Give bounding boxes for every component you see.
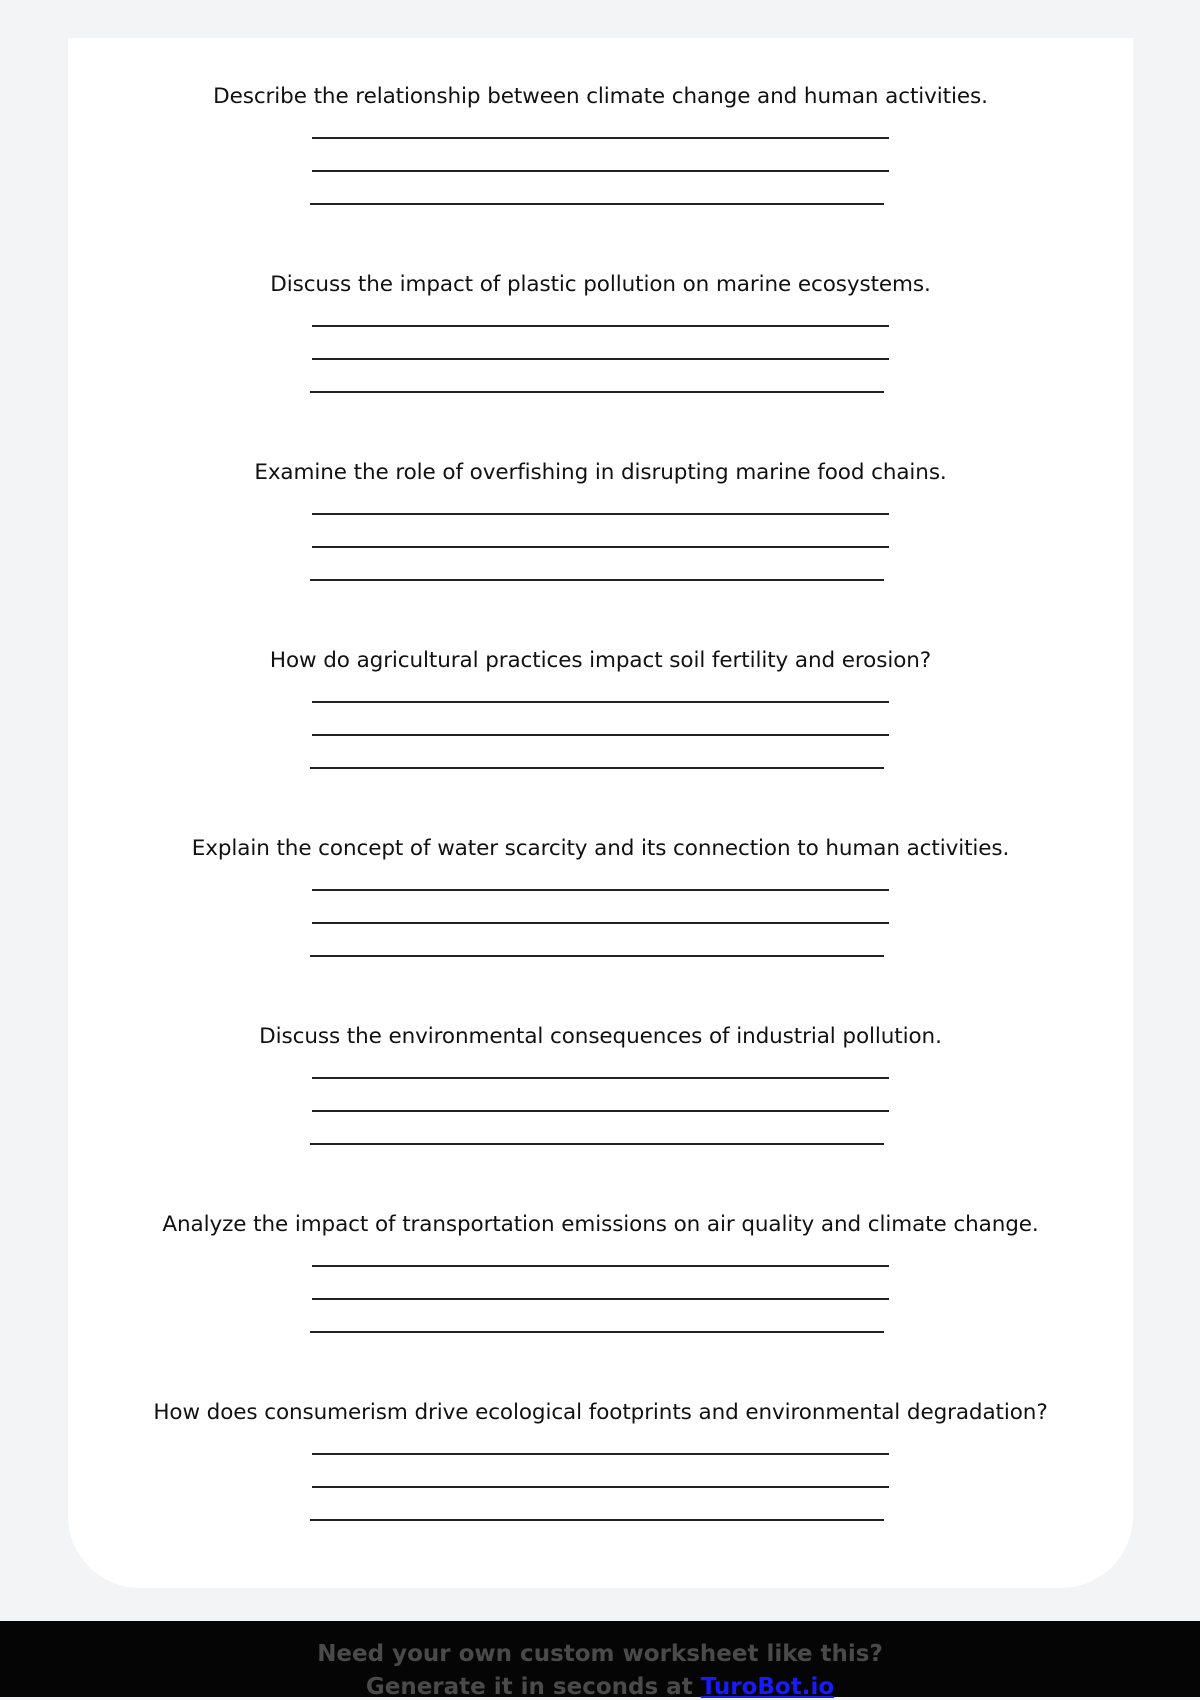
question-text: Describe the relationship between climate change and human activities. bbox=[213, 84, 988, 109]
question-text: How does consumerism drive ecological footprints and environmental degradation? bbox=[153, 1400, 1048, 1425]
answer-line bbox=[310, 391, 884, 393]
answer-line bbox=[310, 579, 884, 581]
answer-line bbox=[312, 170, 889, 172]
answer-line bbox=[312, 1453, 889, 1455]
answer-line bbox=[312, 1298, 889, 1300]
answer-line bbox=[312, 1110, 889, 1112]
question-block bbox=[68, 790, 1133, 950]
question-text: How do agricultural practices impact soil fertility and erosion? bbox=[269, 648, 932, 673]
answer-line bbox=[312, 325, 889, 327]
answer-line bbox=[312, 701, 889, 703]
question-text: Explain the concept of water scarcity and its connection to human activities. bbox=[191, 836, 1010, 861]
answer-line bbox=[310, 1331, 884, 1333]
answer-line bbox=[310, 1519, 884, 1521]
answer-line bbox=[310, 203, 884, 205]
answer-line bbox=[312, 513, 889, 515]
question-block bbox=[68, 414, 1133, 574]
answer-line bbox=[310, 1143, 884, 1145]
question-text: Discuss the impact of plastic pollution on marine ecosystems. bbox=[270, 272, 931, 297]
answer-line bbox=[312, 734, 889, 736]
answer-line bbox=[312, 922, 889, 924]
promo-footer bbox=[0, 1621, 1200, 1700]
answer-line bbox=[312, 1486, 889, 1488]
footer-cta bbox=[0, 1674, 1200, 1700]
answer-line bbox=[312, 358, 889, 360]
question-block bbox=[68, 226, 1133, 386]
answer-line bbox=[310, 767, 884, 769]
answer-line bbox=[312, 546, 889, 548]
footer-headline: Need your own custom worksheet like this? bbox=[317, 1641, 883, 1667]
answer-line bbox=[312, 1265, 889, 1267]
question-block bbox=[68, 38, 1133, 198]
question-block bbox=[68, 1166, 1133, 1326]
question-block bbox=[68, 978, 1133, 1138]
answer-line bbox=[312, 889, 889, 891]
answer-line bbox=[312, 137, 889, 139]
question-text: Discuss the environmental consequences of industrial pollution. bbox=[259, 1024, 942, 1049]
answer-line bbox=[312, 1077, 889, 1079]
worksheet-sheet bbox=[68, 38, 1133, 1588]
question-block bbox=[68, 1354, 1133, 1514]
question-text: Examine the role of overfishing in disrupting marine food chains. bbox=[254, 460, 947, 485]
question-block bbox=[68, 602, 1133, 762]
turobot-link[interactable]: TuroBot.io bbox=[700, 1674, 835, 1700]
answer-line bbox=[310, 955, 884, 957]
question-text: Analyze the impact of transportation emissions on air quality and climate change. bbox=[162, 1212, 1039, 1237]
footer-cta-text: Generate it in seconds at bbox=[365, 1674, 701, 1700]
